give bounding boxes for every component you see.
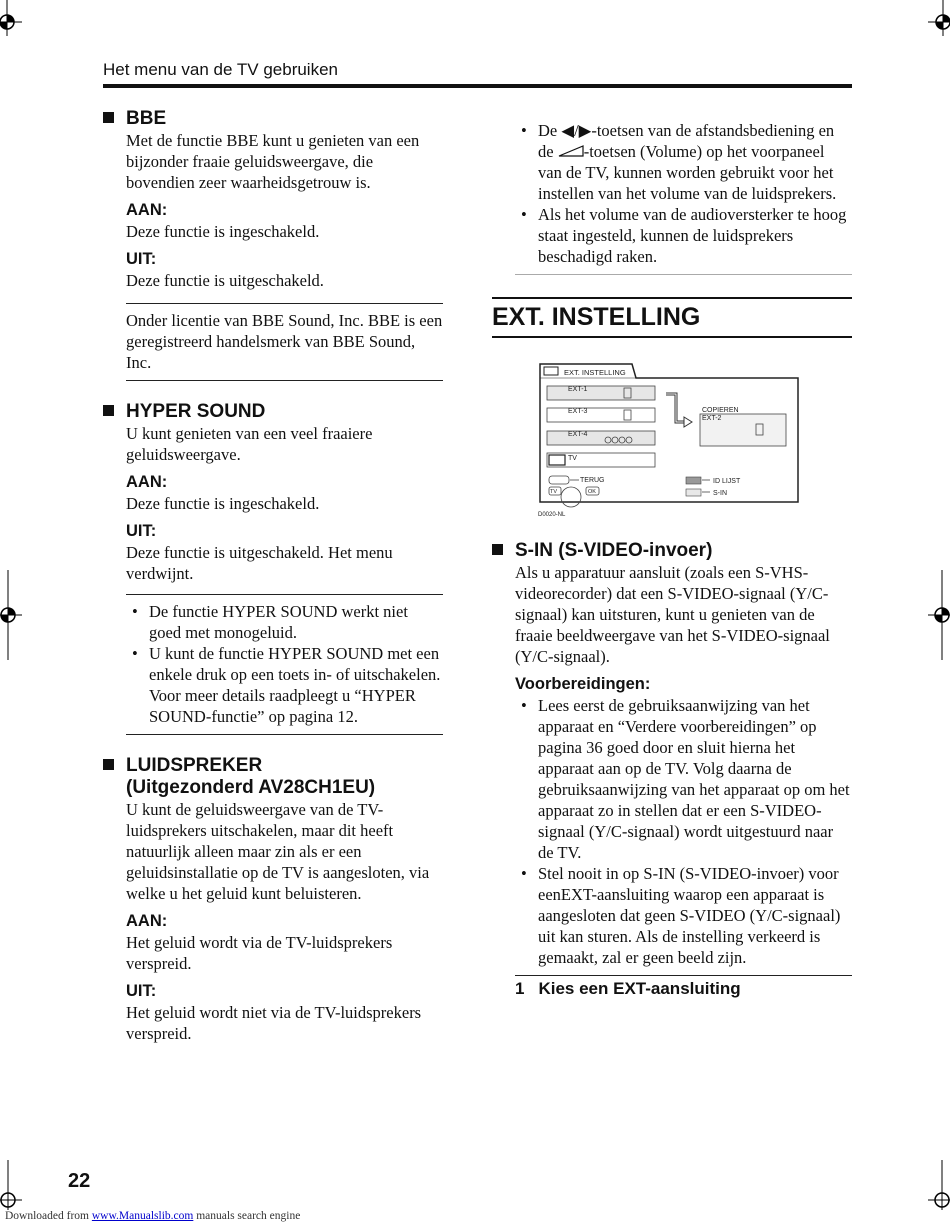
hyper-on-label: AAN:: [126, 473, 168, 491]
bbe-off-label: UIT:: [126, 250, 157, 268]
registration-mark-icon: [920, 1160, 950, 1210]
registration-mark-icon: [920, 0, 950, 40]
page-number: 22: [68, 1170, 91, 1192]
list-item: • Lees eerst de gebruiksaanwijzing van het apparaat en “Verdere voorbereidingen” op pagina 36 goed door en sluit hierna het apparaat aan op de TV. Volg daarna de gebruiksaanwijzing van het apparaat op om het apparaat zo in stellen dat er een S-VIDEO-signaal (Y/C-signaal) wordt uitgestuurd naar de TV.: [538, 695, 852, 863]
speaker-on-text: Het geluid wordt via de TV-luidsprekers verspreid.: [126, 933, 393, 973]
bbe-heading-text: BBE: [126, 108, 167, 129]
menu-item-ext3: [547, 408, 655, 422]
bullet-square-icon: [103, 759, 114, 770]
note-text: -toetsen van de afstandsbediening en de: [538, 121, 835, 161]
menu-item-label: EXT-3: [568, 408, 588, 415]
list-item: • U kunt de functie HYPER SOUND met een enkele druk op een toets in- of uitschakelen. Voor meer details raadpleegt u “HYPER SOUND-functie” op pagina 12.: [149, 643, 443, 727]
list-item: • De functie HYPER SOUND werkt niet goed met monogeluid.: [149, 601, 443, 643]
registration-mark-icon: [920, 570, 950, 660]
hyper-heading: [103, 401, 443, 423]
footer-link[interactable]: www.Manualslib.com: [91, 1210, 194, 1222]
sin-intro: Als u apparatuur aansluit (zoals een S-VHS-videorecorder) dat een S-VIDEO-signaal (Y/C-signaal) kan uitsturen, kunt u genieten van de fraaie beeldweergave van het S-VIDEO-signaal (Y/C-signaal).: [515, 563, 830, 666]
speaker-off-label: UIT:: [126, 982, 157, 1000]
ok-button-label: OK: [588, 489, 596, 495]
right-column: [492, 120, 852, 1000]
list-item: [538, 120, 852, 204]
bullet-square-icon: [103, 405, 114, 416]
page-header: Het menu van de TV gebruiken: [103, 60, 338, 79]
list-item: • Als het volume van de audioversterker te hoog staat ingesteld, kunnen de luidsprekers beschadigd raken.: [538, 204, 852, 267]
registration-mark-icon: [0, 1160, 30, 1210]
menu-item-ext1: [547, 386, 655, 400]
menu-tab-label: EXT. INSTELLING: [564, 368, 626, 377]
speaker-off-text: Het geluid wordt niet via de TV-luidsprekers verspreid.: [126, 1003, 422, 1043]
bbe-note-box: [126, 303, 443, 381]
bbe-on-label: AAN:: [126, 201, 168, 219]
footer-prefix: Downloaded from: [5, 1210, 92, 1222]
speaker-subheading: (Uitgezonderd AV28CH1EU): [126, 777, 376, 798]
bbe-note: Onder licentie van BBE Sound, Inc. BBE is een geregistreerd handelsmerk van BBE Sound, Inc.: [126, 311, 443, 372]
step-box: [515, 975, 852, 1000]
copy-label: COPIEREN: [702, 407, 739, 414]
speaker-on-label: AAN:: [126, 912, 168, 930]
volume-icon: [558, 145, 584, 157]
copy-target: EXT-2: [702, 415, 722, 422]
left-right-arrows-icon: ◀/▶: [561, 121, 592, 140]
footer-suffix: manuals search engine: [193, 1210, 301, 1222]
hyper-off-label: UIT:: [126, 522, 157, 540]
menu-item-label: TV: [568, 455, 577, 462]
volume-note-box: [515, 120, 852, 275]
figure-code: D0020-NL: [538, 512, 566, 518]
hyper-on-text: Deze functie is ingeschakeld.: [126, 494, 320, 513]
hyper-off-text: Deze functie is uitgeschakeld. Het menu verdwijnt.: [126, 543, 393, 583]
registration-mark-icon: [0, 570, 30, 660]
step-number: 1: [515, 979, 525, 998]
tv-button-label: TV: [550, 489, 558, 495]
hyper-note-box: [126, 594, 443, 735]
back-label: TERUG: [580, 477, 605, 484]
footer: [5, 1210, 300, 1222]
step-text: Kies een EXT-aansluiting: [538, 979, 741, 998]
left-column: [103, 108, 443, 1044]
registration-mark-icon: [0, 0, 30, 40]
speaker-heading-text: LUIDSPREKER: [126, 755, 263, 776]
bbe-heading: [103, 108, 443, 130]
hyper-intro: U kunt genieten van een veel fraaiere geluidsweergave.: [126, 424, 373, 464]
section-title: EXT. INSTELLING: [492, 303, 701, 331]
legend-s-in: S-IN: [713, 490, 727, 497]
menu-item-ext4: [547, 431, 655, 445]
list-item: • Stel nooit in op S-IN (S-VIDEO-invoer) voor eenEXT-aansluiting waarop een apparaat is aangesloten dat geen S-VIDEO (Y/C-signaal) uit kan sturen. Als de instelling verkeerd is gemaakt, zal er geen beeld zijn.: [538, 863, 852, 968]
speaker-heading: [103, 755, 443, 777]
menu-item-tv: [547, 453, 655, 467]
bbe-on-text: Deze functie is ingeschakeld.: [126, 222, 320, 241]
bbe-intro: Met de functie BBE kunt u genieten van een bijzonder fraaie geluidsweergave, die bovendien zeer waarheidsgetrouw is.: [126, 131, 420, 192]
bullet-square-icon: [103, 112, 114, 123]
legend-id-list: ID LIJST: [713, 478, 741, 485]
step-1: [515, 978, 852, 1000]
section-title-box: [492, 297, 852, 338]
prep-label: Voorbereidingen:: [515, 675, 651, 693]
bbe-off-text: Deze functie is uitgeschakeld.: [126, 271, 324, 290]
hyper-heading-text: HYPER SOUND: [126, 401, 266, 422]
speaker-intro: U kunt de geluidsweergave van de TV-luidsprekers uitschakelen, maar dit heeft natuurlijk alleen maar zin als er een geluidsinstallatie op de TV is aangesloten, via welke u het geluid kunt beluisteren.: [126, 800, 430, 903]
note-text: -toetsen (Volume) op het voorpaneel van de TV, kunnen worden gebruikt voor het instellen van het volume van de luidsprekers.: [538, 142, 837, 203]
header-rule: [103, 84, 852, 88]
menu-item-label: EXT-1: [568, 386, 588, 393]
sin-heading: [492, 540, 852, 562]
menu-item-label: EXT-4: [568, 431, 588, 438]
note-text: De: [538, 121, 562, 140]
ext-menu-screenshot: [536, 360, 806, 520]
sin-heading-text: S-IN (S-VIDEO-invoer): [515, 540, 713, 561]
bullet-square-icon: [492, 544, 503, 555]
